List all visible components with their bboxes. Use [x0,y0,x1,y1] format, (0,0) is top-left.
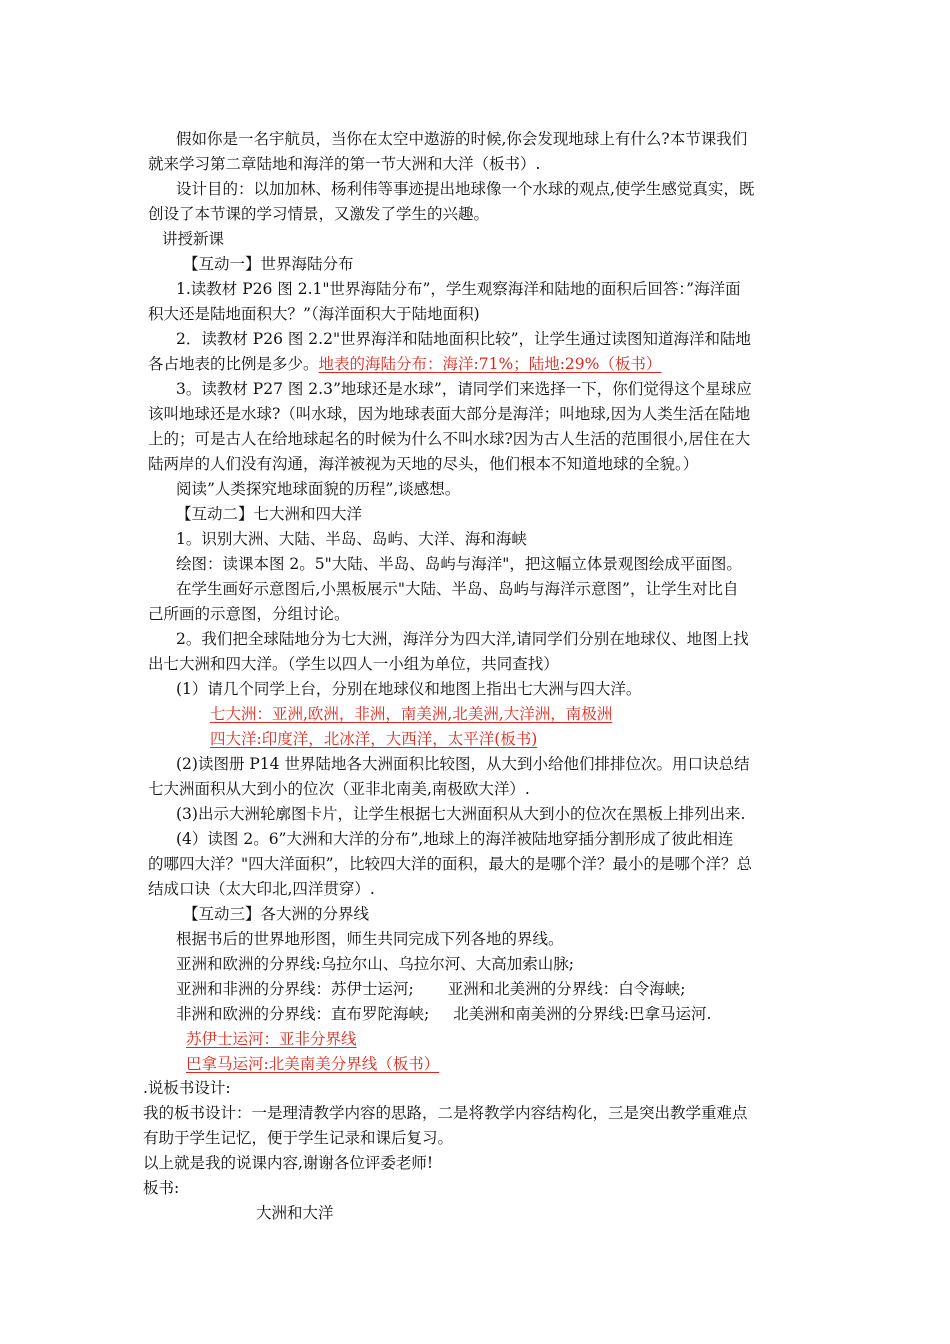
interaction-2-title: 【互动二】七大洲和四大洋 [176,505,363,523]
interaction-2-p2: 绘图：读课本图 2。5"大陆、半岛、岛屿与海洋"，把这幅立体景观图绘成平面图。 [176,555,742,573]
interaction-2-p1: 1。识别大洲、大陆、半岛、岛屿、大洋、海和海峡 [176,530,527,548]
board-design-title: .说板书设计: [143,1079,231,1097]
interaction-2-p8-line-2: 的哪四大洋？"四大洋面积”，比较四大洋的面积，最大的是哪个洋？最小的是哪个洋？总 [148,855,753,873]
board-label: 板书: [143,1179,180,1197]
interaction-2-p7: (3)出示大洲轮廓图卡片，让学生根据七大洲面积从大到小的位次在黑板上排列出来. [176,805,746,823]
four-oceans-highlight [176,728,537,750]
interaction-1-p3-line-1: 3。读教材 P27 图 2.3”地球还是水球”，请同学们来选择一下，你们觉得这个星球应 [176,380,752,398]
interaction-1-p2-line-1: 2．读教材 P26 图 2.2"世界海洋和陆地面积比较”，让学生通过读图知道海洋和陆地 [176,330,752,348]
interaction-2-p6-line-2: 七大洲面积从大到小的位次（亚非北南美,南极欧大洋）. [148,780,530,798]
closing-remarks: 以上就是我的说课内容,谢谢各位评委老师! [143,1154,434,1172]
boundary-row-2 [176,1003,711,1025]
board-center-title: 大洲和大洋 [256,1204,334,1222]
seven-continents-highlight: 七大洲：亚洲,欧洲，非洲，南美洲,北美洲,大洋洲，南极洲 [210,705,613,723]
intro-line-1: 假如你是一名宇航员，当你在太空中遨游的时候,你会发现地球上有什么?本节课我们 [176,130,748,148]
interaction-2-p5: (1）请几个同学上台，分别在地球仪和地图上指出七大洲与四大洋。 [176,680,642,698]
boundary-row-1 [176,978,685,1000]
interaction-1-p1-line-2: 积大还是陆地面积大？”（海洋面积大于陆地面积) [148,305,480,323]
interaction-2-p8-line-3: 结成口诀（太大印北,四洋贯穿）. [148,880,375,898]
interaction-2-p8-line-1: (4）读图 2。6”大洲和大洋的分布”,地球上的海洋被陆地穿插分割形成了彼此相连 [176,830,734,848]
design-purpose-line-1: 设计目的：以加加林、杨利伟等事迹提出地球像一个水球的观点,使学生感觉真实，既 [176,180,755,198]
panama-canal-text: 巴拿马运河:北美南美分界线（板书） [186,1055,440,1073]
africa-europe-boundary: 非洲和欧洲的分界线：直布罗陀海峡; [176,1005,430,1023]
interaction-1-p3-line-4: 陆两岸的人们没有沟通，海洋被视为天地的尽头，他们根本不知道地球的全貌。） [148,455,699,473]
board-design-p1-line-1: 我的板书设计：一是理清教学内容的思路，二是将教学内容结构化，三是突出教学重难点 [143,1104,748,1122]
panama-canal-highlight [176,1053,439,1075]
asia-africa-boundary: 亚洲和非洲的分界线：苏伊士运河; [176,980,414,998]
interaction-2-p3-line-1: 在学生画好示意图后,小黑板展示"大陆、半岛、岛屿与海洋示意图”，让学生对比自 [176,580,739,598]
interaction-1-reading: 阅读”人类探究地球面貌的历程”,谈感想。 [176,480,461,498]
asia-north-america-boundary: 亚洲和北美洲的分界线：白令海峡; [447,980,686,998]
interaction-1-p2-line-2 [148,353,661,375]
interaction-2-p4-line-1: 2。我们把全球陆地分为七大洲，海洋分为四大洋,请同学们分别在地球仪、地图上找 [176,630,749,648]
interaction-3-p1: 根据书后的世界地形图，师生共同完成下列各地的界线。 [176,930,564,948]
intro-line-2: 就来学习第二章陆地和海洋的第一节大洲和大洋（板书）. [148,155,541,173]
interaction-2-p6-line-1: (2)读图册 P14 世界陆地各大洲面积比较图，从大到小给他们排排位次。用口诀总结 [176,755,750,773]
interaction-2-p4-line-2: 出七大洲和四大洋。（学生以四人一小组为单位，共同查找） [148,655,559,673]
north-south-america-boundary: 北美洲和南美洲的分界线:巴拿马运河. [453,1005,712,1023]
section-new-lesson: 讲授新课 [162,230,225,248]
four-oceans-text: 四大洋:印度洋，北冰洋，大西洋，太平洋(板书) [210,730,538,748]
land-sea-ratio-highlight: 地表的海陆分布：海洋:71%；陆地:29%（板书） [318,355,662,373]
interaction-1-p2-text: 各占地表的比例是多少。 [148,355,319,373]
board-design-p1-line-2: 有助于学生记忆，便于学生记录和课后复习。 [143,1129,454,1147]
interaction-1-p3-line-3: 上的；可是古人在给地球起名的时候为什么不叫水球?因为古人生活的范围很小,居住在大 [148,430,751,448]
suez-canal-highlight: 苏伊士运河：亚非分界线 [186,1030,357,1048]
interaction-3-title: 【互动三】各大洲的分界线 [183,905,370,923]
interaction-1-p1-line-1: 1.读教材 P26 图 2.1"世界海陆分布”，学生观察海洋和陆地的面积后回答：”海洋面 [176,280,741,298]
interaction-1-p3-line-2: 该叫地球还是水球?（叫水球，因为地球表面大部分是海洋；叫地球,因为人类生活在陆地 [148,405,751,423]
asia-europe-boundary: 亚洲和欧洲的分界线:乌拉尔山、乌拉尔河、大高加索山脉; [176,955,574,973]
design-purpose-line-2: 创设了本节课的学习情景，又激发了学生的兴趣。 [148,205,490,223]
interaction-2-p3-line-2: 己所画的示意图，分组讨论。 [148,605,350,623]
interaction-1-title: 【互动一】世界海陆分布 [183,255,354,273]
